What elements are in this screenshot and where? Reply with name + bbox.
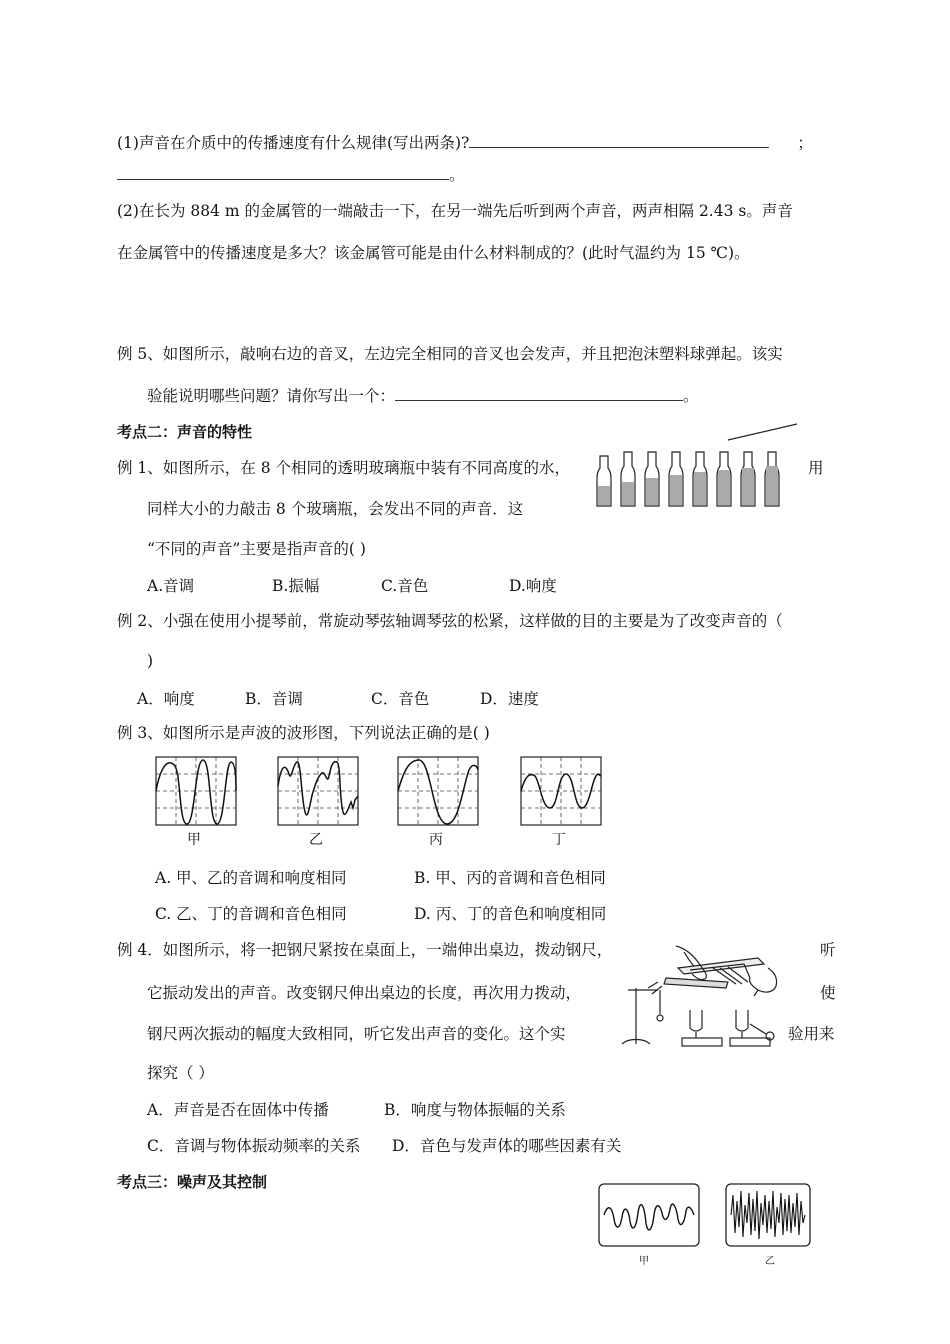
answer-blank-1[interactable] xyxy=(469,133,769,148)
q2-line-2: 在金属管中的传播速度是多大？该金属管可能是由什么材料制成的？(此时气温约为 15 ℃)。 xyxy=(117,244,750,262)
mallet-stick xyxy=(728,424,797,440)
e2-option-a[interactable]: A．响度 xyxy=(137,690,195,708)
e2-option-d[interactable]: D．速度 xyxy=(480,690,539,708)
e2-line-1: 例 2、小强在使用小提琴前，常旋动琴弦轴调琴弦的松紧，这样做的目的主要是为了改变声音的（ xyxy=(117,612,783,630)
e4-line-2: 它振动发出的声音。改变钢尺伸出桌边的长度，再次用力拨动， xyxy=(147,984,582,1002)
q1-period: 。 xyxy=(449,166,465,184)
music-waveform-figure xyxy=(598,1183,702,1249)
label-jia: 甲 xyxy=(187,832,201,848)
e2-option-c[interactable]: C．音色 xyxy=(371,690,430,708)
answer-blank-2[interactable] xyxy=(117,165,449,180)
waveform-ding xyxy=(520,756,602,826)
e3-line-1: 例 3、如图所示是声波的波形图，下列说法正确的是( ) xyxy=(117,724,490,742)
ruler-tuning-fork-figure xyxy=(618,938,783,1050)
q1-line xyxy=(117,133,813,153)
answer-blank-3[interactable] xyxy=(395,386,683,401)
label-yi: 乙 xyxy=(309,832,323,848)
e4-line-4: 探究（ ） xyxy=(147,1064,214,1082)
ex5-line-1: 例 5、如图所示，敲响右边的音叉，左边完全相同的音叉也会发声，并且把泡沫塑料球弹起。该实 xyxy=(117,345,783,363)
e1-option-a[interactable]: A.音调 xyxy=(147,577,195,595)
e1-line-1: 例 1、如图所示，在 8 个相同的透明玻璃瓶中装有不同高度的水， xyxy=(117,459,571,477)
e3-option-d[interactable]: D. 丙、丁的音色和响度相同 xyxy=(414,905,607,923)
e3-option-c[interactable]: C. 乙、丁的音调和音色相同 xyxy=(155,905,347,923)
label-noise-yi: 乙 xyxy=(765,1256,775,1267)
q2-line-1: (2)在长为 884 m 的金属管的一端敲击一下，在另一端先后听到两个声音，两声相隔 2.43 s。声音 xyxy=(117,202,793,220)
section-heading-3: 考点三：噪声及其控制 xyxy=(117,1173,268,1191)
e1-option-b[interactable]: B.振幅 xyxy=(272,577,320,595)
e1-option-c[interactable]: C.音色 xyxy=(381,577,429,595)
e1-option-d[interactable]: D.响度 xyxy=(509,577,557,595)
ex5-prompt: 验能说明哪些问题？请你写出一个： xyxy=(147,387,396,405)
e4-option-b[interactable]: B．响度与物体振幅的关系 xyxy=(384,1101,566,1119)
e1-line-3: “不同的声音”主要是指声音的( ) xyxy=(147,540,366,558)
ex5-period: 。 xyxy=(683,387,699,405)
e4-line-1-right: 听 xyxy=(820,941,836,959)
waveform-yi xyxy=(277,756,359,826)
e4-line-3: 钢尺两次振动的幅度大致相同，听它发出声音的变化。这个实 xyxy=(147,1025,566,1043)
q1-text: (1)声音在介质中的传播速度有什么规律(写出两条)? xyxy=(117,134,470,152)
ex5-line-2 xyxy=(147,386,699,406)
bottles-figure xyxy=(590,420,805,512)
e4-line-3-right: 验用来 xyxy=(788,1025,835,1043)
e3-option-b[interactable]: B. 甲、丙的音调和音色相同 xyxy=(414,869,606,887)
q1-line-2 xyxy=(117,165,465,185)
noise-waveform-figure xyxy=(725,1183,813,1249)
e2-line-2: ) xyxy=(147,652,154,670)
e1-line-1-right: 用 xyxy=(808,459,824,477)
label-ding: 丁 xyxy=(552,832,566,848)
e2-option-b[interactable]: B．音调 xyxy=(245,690,303,708)
e1-line-2: 同样大小的力敲击 8 个玻璃瓶，会发出不同的声音．这 xyxy=(147,500,524,518)
e3-option-a[interactable]: A. 甲、乙的音调和响度相同 xyxy=(155,869,347,887)
e4-option-c[interactable]: C．音调与物体振动频率的关系 xyxy=(147,1137,361,1155)
e4-line-2-right: 使 xyxy=(820,984,836,1002)
waveform-bing xyxy=(397,756,479,826)
e4-option-d[interactable]: D．音色与发声体的哪些因素有关 xyxy=(392,1137,622,1155)
label-bing: 丙 xyxy=(429,832,443,848)
waveform-jia xyxy=(155,756,237,826)
e4-option-a[interactable]: A．声音是否在固体中传播 xyxy=(147,1101,329,1119)
q1-semicolon: ； xyxy=(797,134,813,152)
label-noise-jia: 甲 xyxy=(639,1256,649,1267)
e4-line-1: 例 4．如图所示，将一把钢尺紧按在桌面上，一端伸出桌边，拨动钢尺， xyxy=(117,941,613,959)
section-heading-2: 考点二：声音的特性 xyxy=(117,423,253,441)
